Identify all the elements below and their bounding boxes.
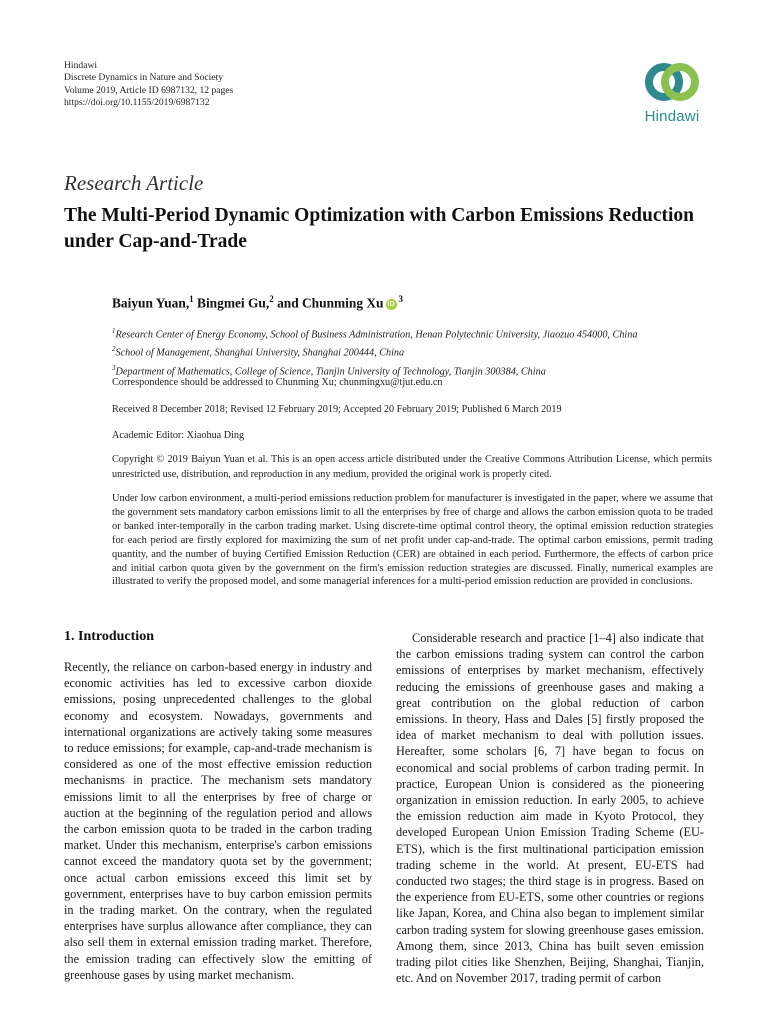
affiliation-sup: 1 [112,327,116,335]
author-sup: 3 [398,294,403,304]
author-sup: 2 [269,294,274,304]
author-sup: 1 [189,294,194,304]
intro-paragraph-left: Recently, the reliance on carbon-based energy in industry and economic activities has led to excessive carbon dioxide emissions, posing unprecedented challenges to the global economy and ecosystem. Nowadays, governments and international organizations are actively taking some measures to reduce emissions; for example, cap-and-trade mechanism is considered as one of the most effective emission reduction mechanisms in practice. The mechanism sets mandatory emissions limit to all the enterprises by free of charge or auction at the beginning of the regulation period and allows the carbon emission quota to be traded in the carbon trading market. Under this mechanism, enterprise's carbon emissions cannot exceed the mandatory quota set by the government; once actual carbon emissions exceed this limit set by government, enterprises have to buy carbon emission permits in the trading market. On the contrary, when the regulated enterprises have surplus allowance after compliance, they can also sell them in external emission trading market. Therefore, the emission trading can effectively slow the emitting of greenhouse gases by using market mechanism. [64,660,372,982]
journal-info [64,60,233,110]
journal-name: Discrete Dynamics in Nature and Society [64,72,224,84]
orcid-icon[interactable]: iD [387,301,395,309]
doi-link[interactable]: https://doi.org/10.1155/2019/6987132 [64,97,210,109]
author-name[interactable]: Baiyun Yuan, [112,295,190,311]
author-name[interactable]: Bingmei Gu, [197,295,270,311]
hindawi-rings-logo [643,58,701,106]
affiliations [112,324,637,379]
affiliation-line [112,324,637,342]
affiliation-line [112,342,637,360]
affiliation-text: Research Center of Energy Economy, School of Business Administration, Henan Polytechnic University, Jiaozuo 454000, China [115,329,638,341]
volume-line: Volume 2019, Article ID 6987132, 12 pages [64,84,234,96]
logo-wordmark: Hindawi [644,108,700,125]
publisher-name: Hindawi [64,60,98,71]
affiliation-sup: 2 [112,345,116,354]
correspondence: Correspondence should be addressed to Chunming Xu; chunmingxu@tjut.edu.cn [112,377,443,388]
academic-editor: Academic Editor: Xiaohua Ding [112,430,245,441]
publication-dates: Received 8 December 2018; Revised 12 February 2019; Accepted 20 February 2019; Published 6 March 2019 [112,404,562,415]
hindawi-logo [632,58,712,125]
abstract: Under low carbon environment, a multi-period emissions reduction problem for manufacturer is investigated in the paper, where we assume that the government sets mandatory carbon emissions limit to all the enterprises by free of charge and allows the carbon emission quota to be traded or banked inter-temporally in the carbon trading market. Using discrete-time optimal control theory, the optimal emission reduction strategies for each period are firstly explored for maximizing the sum of net profit under cap-and-trade. The optimal carbon emissions, permit trading quantity, and the number of buying Certified Emission Reduction (CER) are obtained in each period. Furthermore, the effects of carbon price and initial carbon quota given by the government on the firm's emission reduction strategies are discussed. Finally, numerical examples are illustrated to verify the proposed model, and some managerial inferences for a multi-period emission reduction are provided in conclusions. [112,493,713,588]
author-list [112,294,403,311]
copyright-notice: Copyright © 2019 Baiyun Yuan et al. This is an open access article distributed under the Creative Commons Attribution License, which permits unrestricted use, distribution, and reproduction in any medium, provided the original work is properly cited. [112,454,712,480]
affiliation-text: School of Management, Shanghai University, Shanghai 200444, China [115,347,405,359]
affiliation-text: Department of Mathematics, College of Science, Tianjin University of Technology, Tianjin 300384, China [115,366,546,378]
article-type: Research Article [64,171,204,195]
paper-title: The Multi-Period Dynamic Optimization with Carbon Emissions Reduction under Cap-and-Trade [64,205,694,252]
affiliation-sup: 3 [112,363,116,372]
section-heading: 1. Introduction [64,629,154,644]
intro-paragraph-right: Considerable research and practice [1–4] also indicate that the carbon emissions trading system can control the carbon emissions of enterprises by market mechanism, effectively reducing the emissions of greenhouse gases and making a great contribution on the global reduction of carbon emissions. In theory, Hass and Dales [5] firstly proposed the idea of market mechanism to deal with pollution issues. Hereafter, some scholars [6, 7] have began to focus on economical and social problems of carbon trading permit. In practice, European Union is considered as the pioneering organization in emission reduction. In early 2005, to achieve the emission reduction aim made in Kyoto Protocol, they developed European Union Emission Trading Scheme (EU-ETS), which is the first multinational participation emission trading scheme in the world. At present, EU-ETS had conducted two stages; the third stage is in progress. Based on the experience from EU-ETS, some other countries or regions like Japan, Korea, and China also began to implement similar carbon trading system for slowing greenhouse gases emission. Among them, since 2013, China has built seven emission trading pilot cities like Shenzhen, Beijing, Shanghai, Tianjin, etc. And on November 2017, trading permit of carbon [396,631,704,986]
author-name[interactable]: and Chunming Xu [277,295,384,311]
